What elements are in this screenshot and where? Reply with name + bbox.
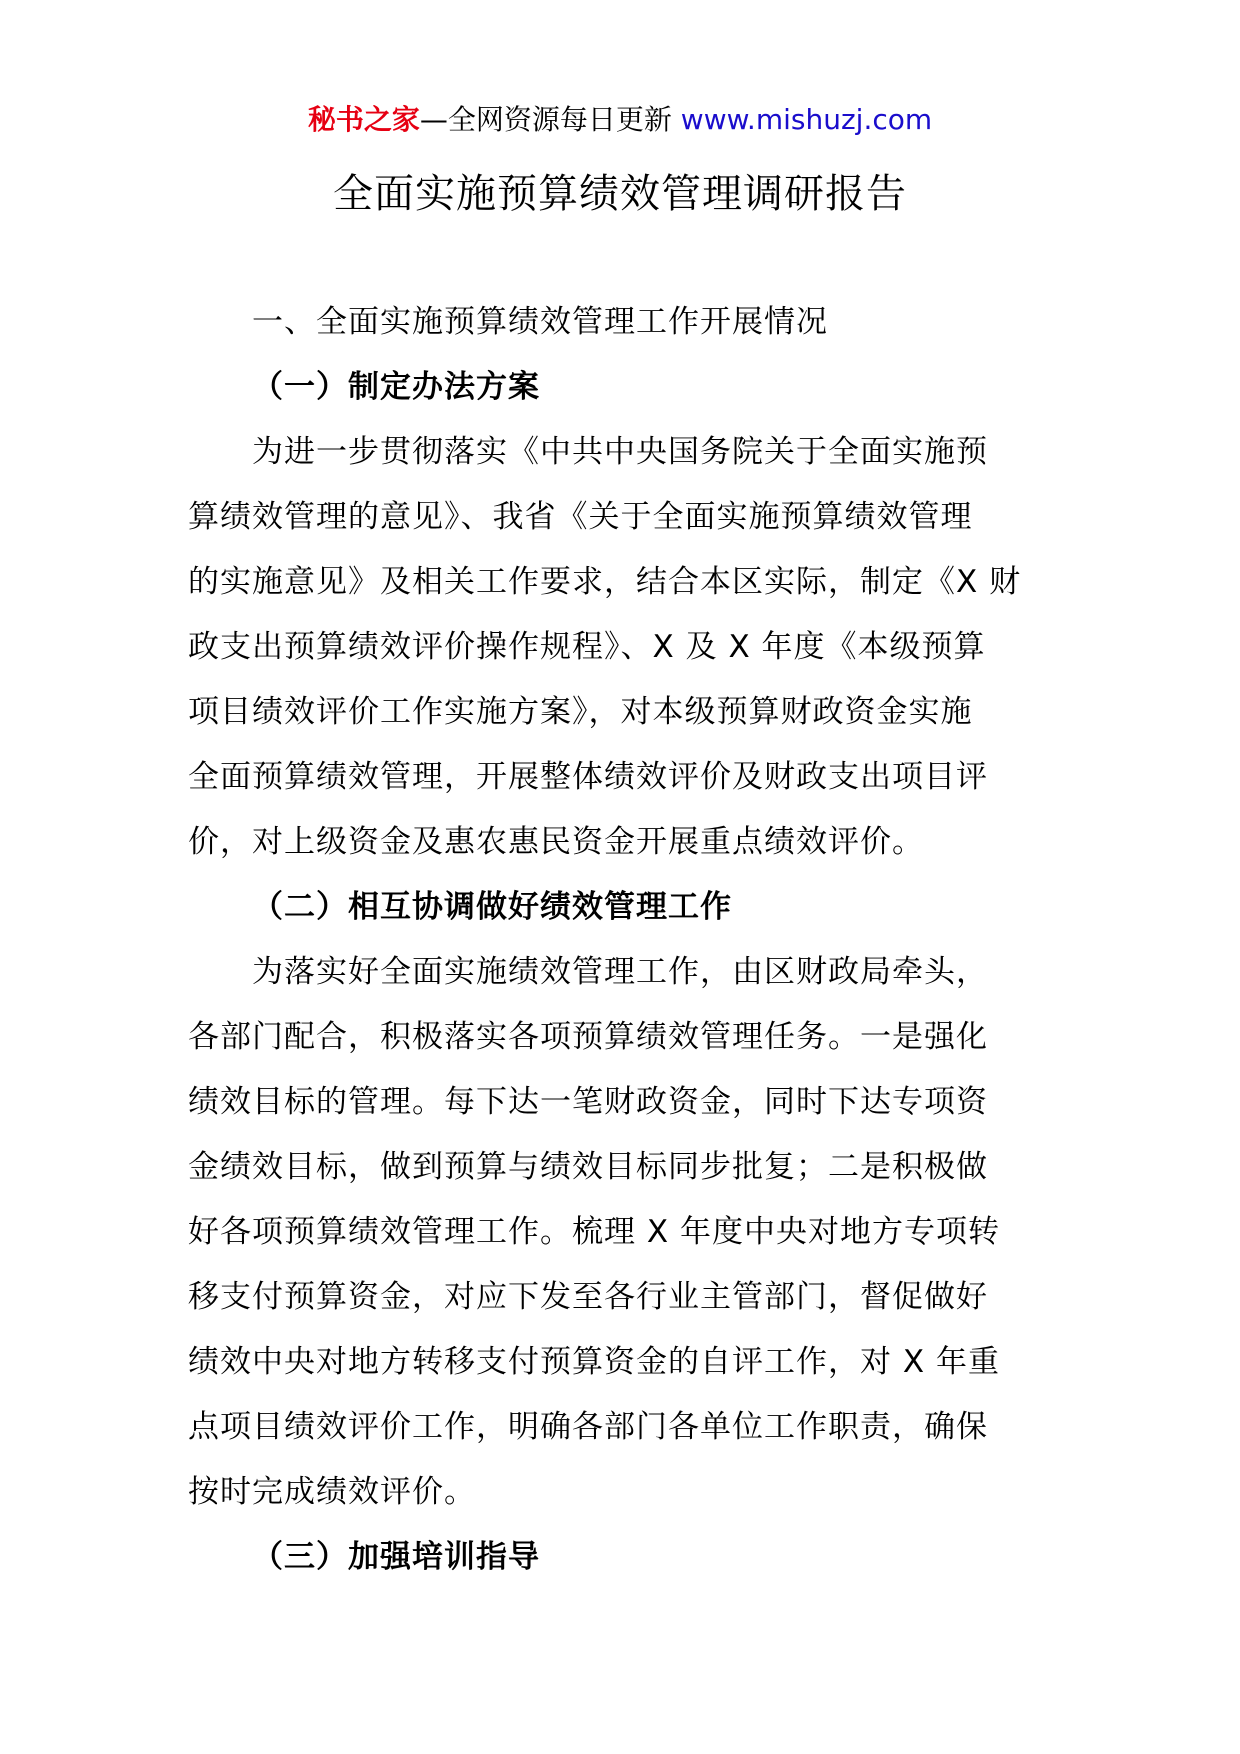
document-body [188, 290, 1056, 1595]
paragraph-line: 各部门配合，积极落实各项预算绩效管理任务。一是强化 [188, 1019, 988, 1055]
watermark-header [0, 100, 1240, 140]
paragraph-line: 算绩效管理的意见》、我省《关于全面实施预算绩效管理 [188, 499, 973, 535]
section-heading: 一、全面实施预算绩效管理工作开展情况 [252, 304, 828, 340]
paragraph-line: 移支付预算资金，对应下发至各行业主管部门，督促做好 [188, 1279, 988, 1315]
paragraph-line: 好各项预算绩效管理工作。梳理 X 年度中央对地方专项转 [188, 1214, 1000, 1250]
paragraph-line: 全面预算绩效管理，开展整体绩效评价及财政支出项目评 [188, 759, 988, 795]
paragraph-line: 金绩效目标，做到预算与绩效目标同步批复；二是积极做 [188, 1149, 988, 1185]
paragraph-line: 项目绩效评价工作实施方案》，对本级预算财政资金实施 [188, 694, 973, 730]
subsection-heading: （一）制定办法方案 [252, 369, 540, 405]
paragraph-line: 的实施意见》及相关工作要求，结合本区实际，制定《X 财 [188, 564, 1022, 600]
paragraph-line: 价，对上级资金及惠农惠民资金开展重点绩效评价。 [188, 824, 924, 860]
paragraph-line: 为落实好全面实施绩效管理工作，由区财政局牵头， [252, 954, 988, 990]
paragraph-line: 绩效目标的管理。每下达一笔财政资金，同时下达专项资 [188, 1084, 988, 1120]
paragraph-line: 按时完成绩效评价。 [188, 1474, 476, 1510]
brand-name: 秘书之家 [307, 103, 420, 136]
subsection-heading: （三）加强培训指导 [252, 1539, 540, 1575]
paragraph-line: 为进一步贯彻落实《中共中央国务院关于全面实施预 [252, 434, 988, 470]
site-url-link[interactable]: www.mishuzj.com [680, 103, 933, 136]
paragraph-line: 政支出预算绩效评价操作规程》、X 及 X 年度《本级预算 [188, 629, 986, 665]
paragraph-line: 绩效中央对地方转移支付预算资金的自评工作，对 X 年重 [188, 1344, 1000, 1380]
header-slogan: —全网资源每日更新 [419, 103, 672, 136]
subsection-heading: （二）相互协调做好绩效管理工作 [252, 889, 732, 925]
document-title: 全面实施预算绩效管理调研报告 [333, 171, 907, 217]
paragraph-line: 点项目绩效评价工作，明确各部门各单位工作职责，确保 [188, 1409, 988, 1445]
